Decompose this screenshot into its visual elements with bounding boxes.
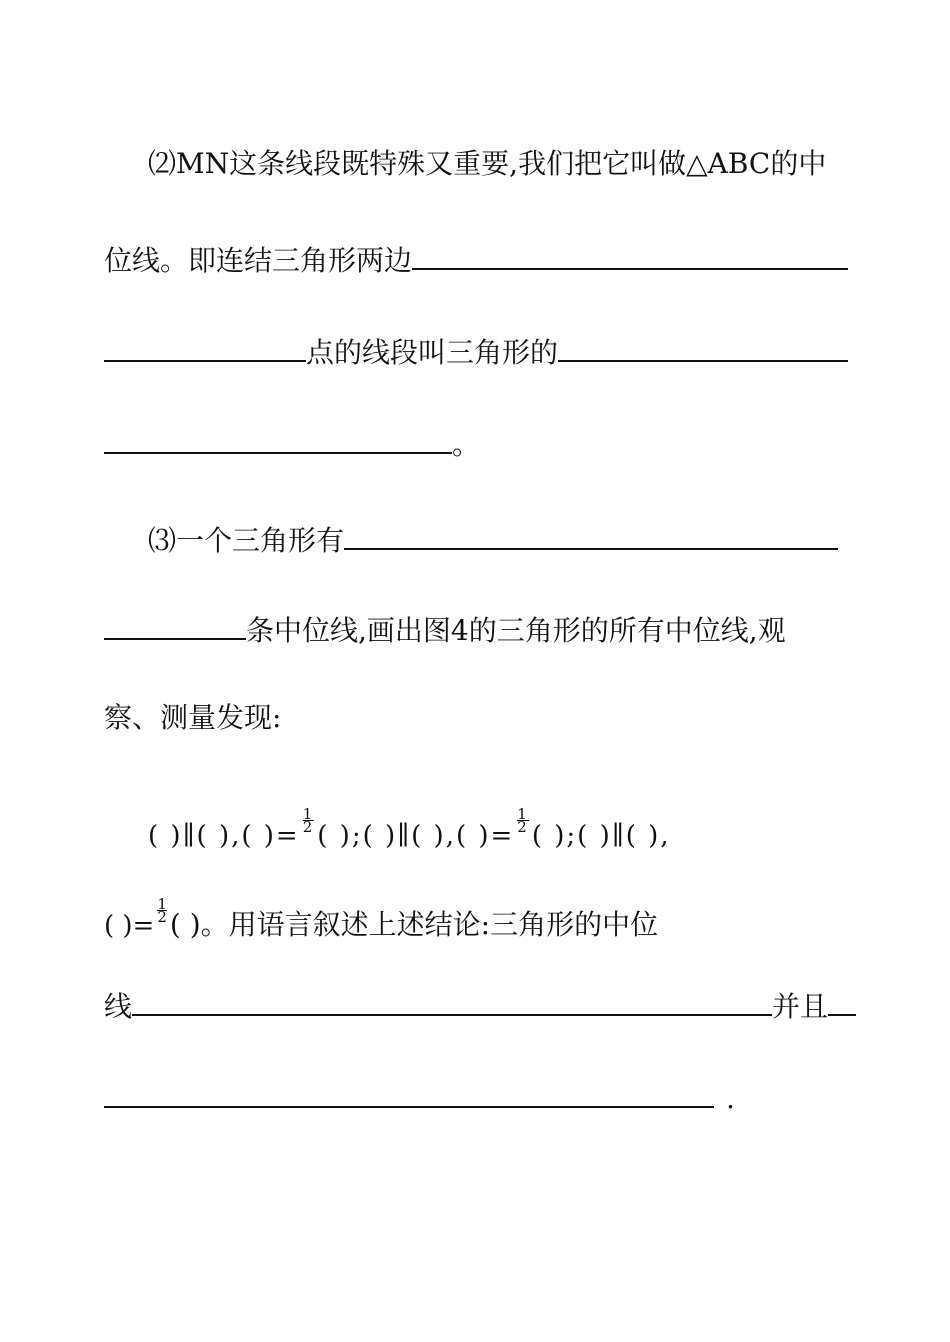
fill-blank-count-cont[interactable] <box>104 608 246 640</box>
p3-text-h-middle: 并且 <box>772 990 829 1023</box>
formula-part-g-a: ( )= <box>104 911 155 941</box>
p3-line-conclusion-1 <box>104 984 856 1025</box>
frac-den: 2 <box>302 818 315 836</box>
frac-den: 2 <box>517 818 529 836</box>
fill-blank-conclusion-1[interactable] <box>132 984 772 1016</box>
fill-blank-conclusion-2-cont[interactable] <box>104 1076 714 1108</box>
p3-text-2: 条中位线,画出图4的三角形的所有中位线,观 <box>246 614 786 647</box>
p3-text-1: ⑶一个三角形有 <box>148 524 345 557</box>
formula-part-b: ( );( )∥( ),( )= <box>317 821 515 851</box>
frac-num: 1 <box>302 805 315 823</box>
formula-part-a: ( )∥( ),( )= <box>148 821 300 851</box>
formula-line-2 <box>104 895 659 944</box>
p3-line-conclusion-2 <box>104 1076 735 1117</box>
fill-blank-term-cont[interactable] <box>104 422 452 454</box>
p2-line-4 <box>104 422 480 463</box>
p2-text-1: ⑵MN这条线段既特殊又重要,我们把它叫做△ABC的中 <box>148 147 827 180</box>
fraction-half-1 <box>302 805 315 836</box>
p2-line-2 <box>104 238 848 279</box>
frac-num: 1 <box>517 805 529 823</box>
p2-line-3 <box>104 330 848 371</box>
fraction-half-3 <box>157 895 167 926</box>
formula-part-g-b: ( )。用语言叙述上述结论:三角形的中位 <box>169 908 659 941</box>
p3-text-h-prefix: 线 <box>104 990 133 1023</box>
formula-line-1 <box>148 805 671 854</box>
p2-text-3: 点的线段叫三角形的 <box>306 336 559 369</box>
p2-line-1 <box>148 146 826 182</box>
fill-blank-term[interactable] <box>558 330 848 362</box>
frac-num: 1 <box>157 895 167 913</box>
fill-blank-two-sides-midpoints[interactable] <box>412 238 848 270</box>
p2-text-4: 。 <box>452 428 481 461</box>
p3-line-2 <box>104 608 786 649</box>
p3-text-3: 察、测量发现: <box>104 701 282 734</box>
fill-blank-conclusion-2[interactable] <box>828 984 856 1016</box>
p3-line-1 <box>148 518 838 559</box>
fraction-half-2 <box>517 805 529 836</box>
p2-text-2: 位线。即连结三角形两边 <box>104 244 413 277</box>
fill-blank-count[interactable] <box>344 518 838 550</box>
fill-blank-midpoint-cont[interactable] <box>104 330 306 362</box>
p3-text-i-suffix: . <box>726 1082 735 1115</box>
formula-part-c: ( );( )∥( ), <box>531 821 671 851</box>
frac-den: 2 <box>157 908 167 926</box>
p3-line-3 <box>104 700 281 736</box>
